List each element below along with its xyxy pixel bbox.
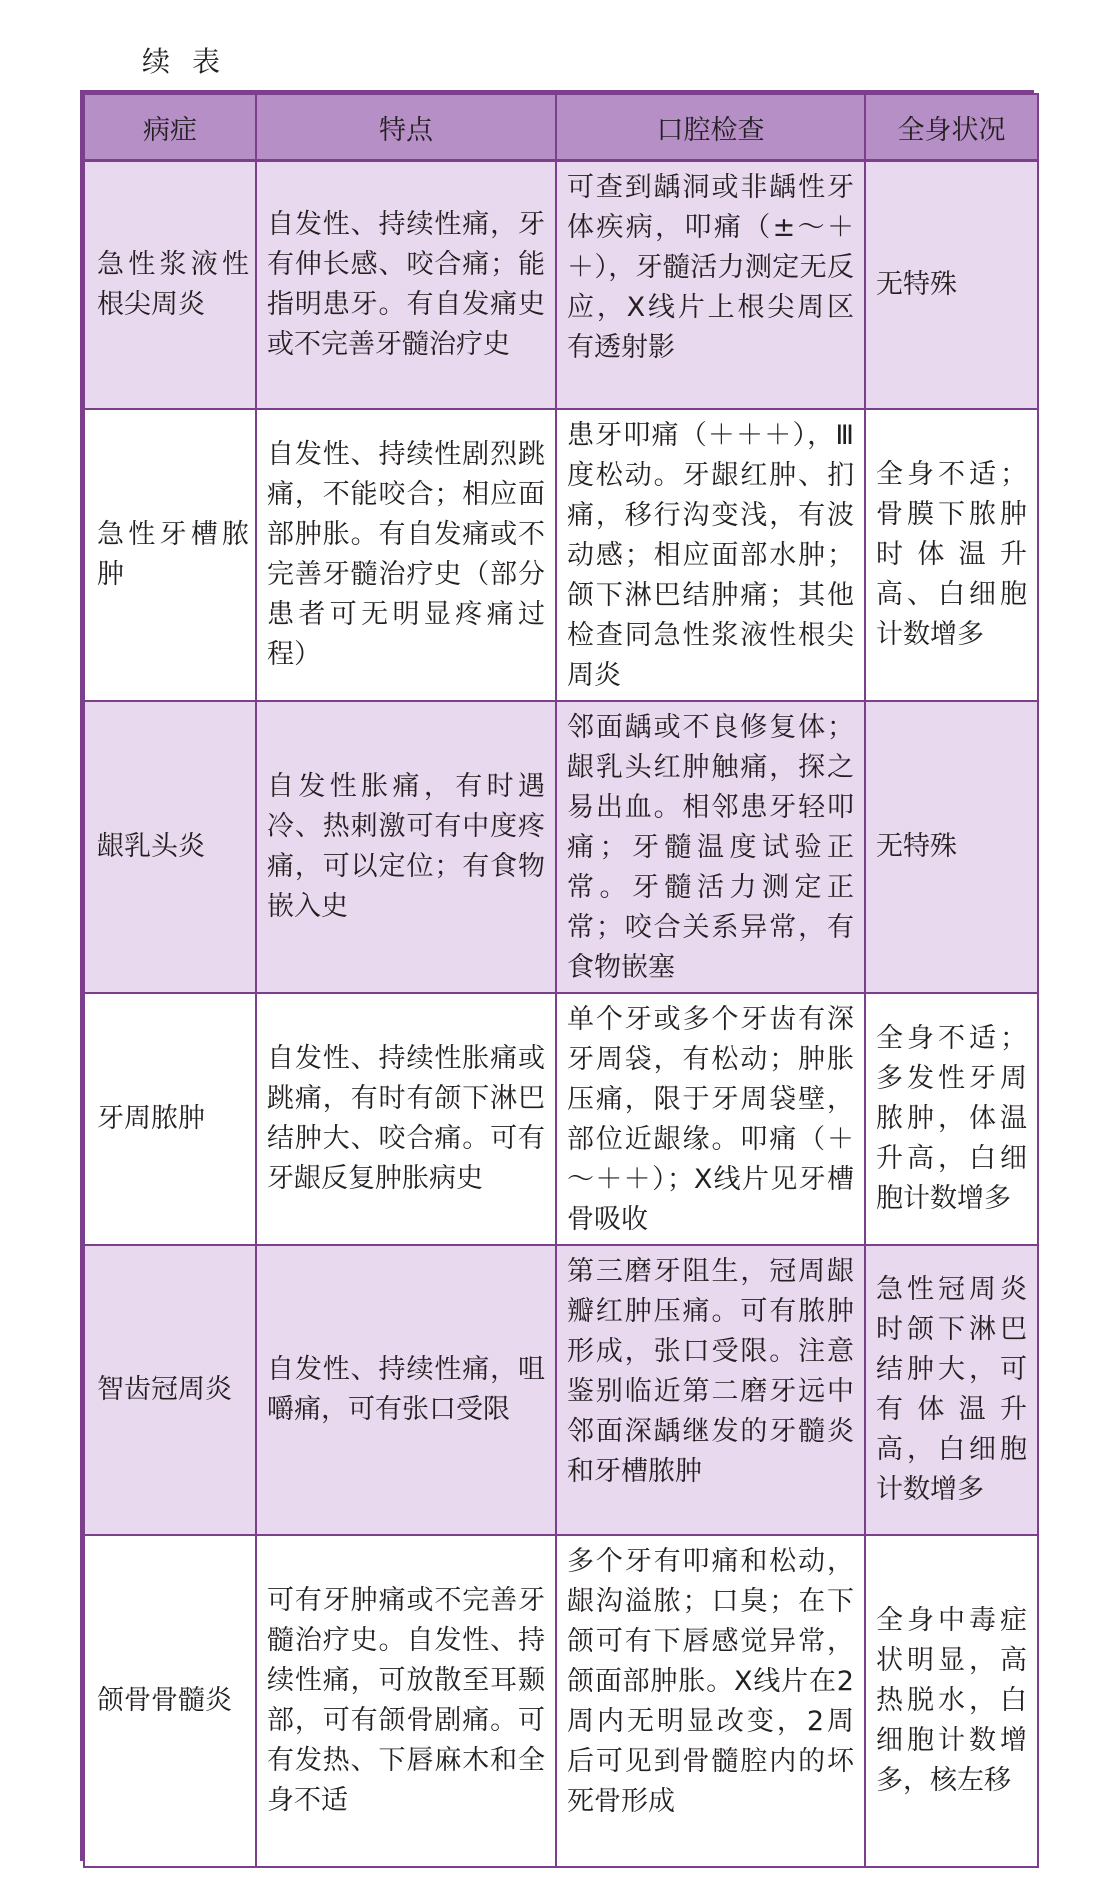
systemic-cell: 无特殊 xyxy=(865,161,1038,409)
oral-exam-cell: 可查到龋洞或非龋性牙体疾病，叩痛（±～＋＋），牙髓活力测定无反应，X线片上根尖周区有透射影 xyxy=(556,161,865,409)
systemic-cell: 全身不适；骨膜下脓肿时体温升高、白细胞计数增多 xyxy=(865,409,1038,701)
disease-cell: 牙周脓肿 xyxy=(84,993,256,1245)
table-row xyxy=(84,161,1038,409)
oral-exam-cell: 第三磨牙阻生，冠周龈瓣红肿压痛。可有脓肿形成，张口受限。注意鉴别临近第二磨牙远中邻面深龋继发的牙髓炎和牙槽脓肿 xyxy=(556,1245,865,1535)
systemic-cell: 全身中毒症状明显，高热脱水，白细胞计数增多，核左移 xyxy=(865,1535,1038,1867)
disease-cell: 龈乳头炎 xyxy=(84,701,256,993)
features-cell: 自发性、持续性痛，牙有伸长感、咬合痛；能指明患牙。有自发痛史或不完善牙髓治疗史 xyxy=(256,161,556,409)
disease-table xyxy=(83,93,1039,1868)
header-disease: 病症 xyxy=(84,94,256,161)
header-features: 特点 xyxy=(256,94,556,161)
systemic-cell: 急性冠周炎时颌下淋巴结肿大，可有体温升高，白细胞计数增多 xyxy=(865,1245,1038,1535)
table-row xyxy=(84,1535,1038,1867)
oral-exam-cell: 患牙叩痛（＋＋＋），Ⅲ度松动。牙龈红肿、扪痛，移行沟变浅，有波动感；相应面部水肿；颌下淋巴结肿痛；其他检查同急性浆液性根尖周炎 xyxy=(556,409,865,701)
header-row xyxy=(84,94,1038,161)
features-cell: 自发性、持续性痛，咀嚼痛，可有张口受限 xyxy=(256,1245,556,1535)
table-row xyxy=(84,701,1038,993)
page-heading: 续表 xyxy=(142,45,243,78)
table-row xyxy=(84,1245,1038,1535)
oral-exam-cell: 多个牙有叩痛和松动，龈沟溢脓；口臭；在下颌可有下唇感觉异常，颌面部肿胀。X线片在2周内无明显改变，2周后可见到骨髓腔内的坏死骨形成 xyxy=(556,1535,865,1867)
header-systemic: 全身状况 xyxy=(865,94,1038,161)
features-cell: 自发性、持续性剧烈跳痛，不能咬合；相应面部肿胀。有自发痛或不完善牙髓治疗史（部分患者可无明显疼痛过程） xyxy=(256,409,556,701)
disease-cell: 智齿冠周炎 xyxy=(84,1245,256,1535)
table-row xyxy=(84,409,1038,701)
oral-exam-cell: 单个牙或多个牙齿有深牙周袋，有松动；肿胀压痛，限于牙周袋壁，部位近龈缘。叩痛（＋～＋＋）；X线片见牙槽骨吸收 xyxy=(556,993,865,1245)
features-cell: 可有牙肿痛或不完善牙髓治疗史。自发性、持续性痛，可放散至耳颞部，可有颌骨剧痛。可有发热、下唇麻木和全身不适 xyxy=(256,1535,556,1867)
disease-cell: 急性浆液性根尖周炎 xyxy=(84,161,256,409)
features-cell: 自发性胀痛，有时遇冷、热刺激可有中度疼痛，可以定位；有食物嵌入史 xyxy=(256,701,556,993)
oral-exam-cell: 邻面龋或不良修复体；龈乳头红肿触痛，探之易出血。相邻患牙轻叩痛；牙髓温度试验正常。牙髓活力测定正常；咬合关系异常，有食物嵌塞 xyxy=(556,701,865,993)
table-frame xyxy=(80,90,1034,1861)
features-cell: 自发性、持续性胀痛或跳痛，有时有颌下淋巴结肿大、咬合痛。可有牙龈反复肿胀病史 xyxy=(256,993,556,1245)
disease-cell: 颌骨骨髓炎 xyxy=(84,1535,256,1867)
systemic-cell: 全身不适；多发性牙周脓肿，体温升高，白细胞计数增多 xyxy=(865,993,1038,1245)
header-oral-exam: 口腔检查 xyxy=(556,94,865,161)
table-row xyxy=(84,993,1038,1245)
disease-cell: 急性牙槽脓肿 xyxy=(84,409,256,701)
systemic-cell: 无特殊 xyxy=(865,701,1038,993)
